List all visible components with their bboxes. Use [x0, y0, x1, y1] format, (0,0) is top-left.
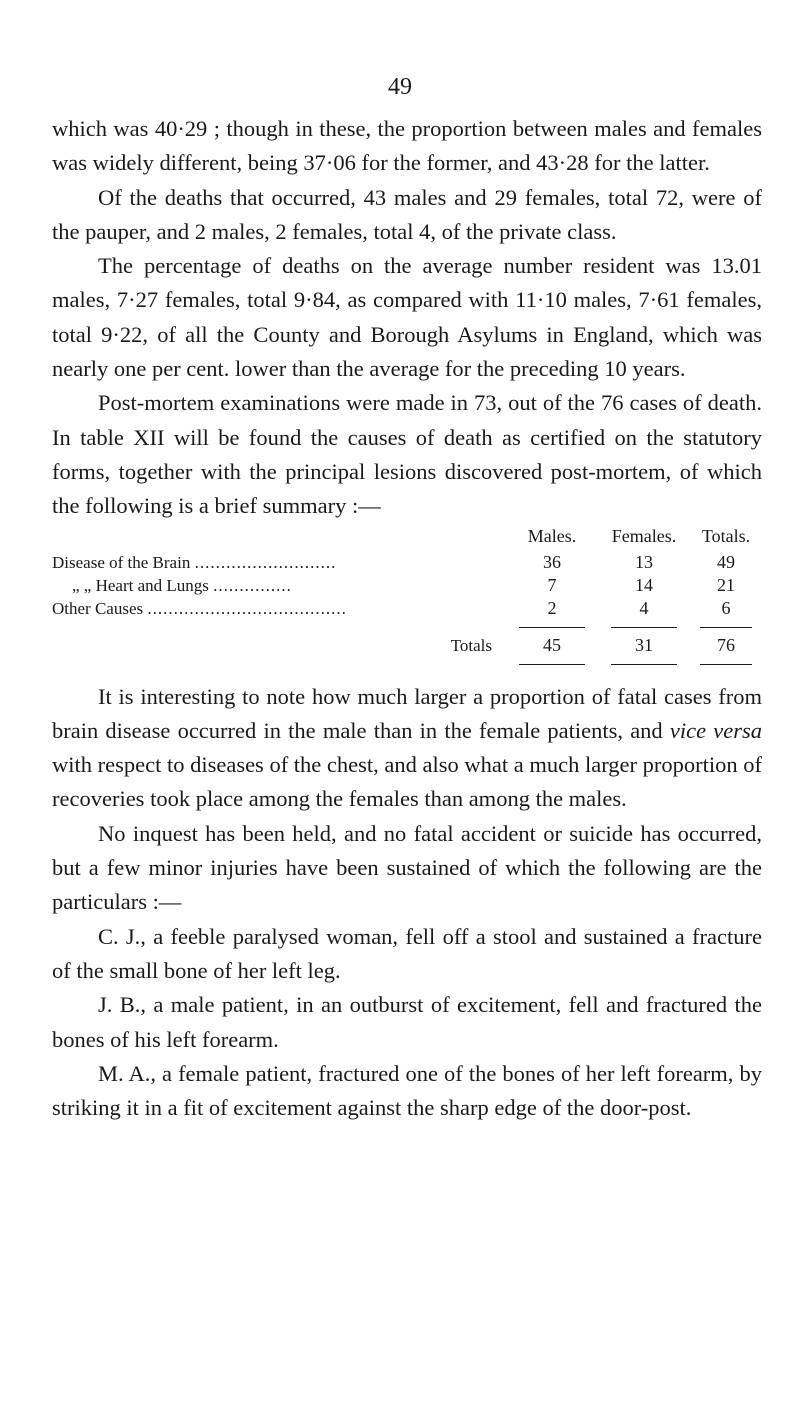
table-row: [52, 552, 762, 575]
row-label: „ „ Heart and Lungs: [72, 575, 209, 595]
males-value: 36: [543, 551, 561, 572]
causes-of-death-summary-table: [52, 526, 762, 672]
leader-dots: ......................................: [147, 598, 347, 618]
paragraph-1: which was 40·29 ; though in these, the proportion between males and females was widely different, being 37·06 for the former, and 43·28 for the latter.: [52, 116, 762, 176]
divider: [519, 664, 585, 665]
document-body: [52, 112, 762, 1125]
column-header-totals: Totals.: [701, 525, 751, 546]
divider: [519, 627, 585, 628]
leader-dots: ...........................: [194, 552, 337, 572]
column-header-females: Females.: [611, 525, 677, 546]
paragraph-5-text-end: with respect to diseases of the chest, and also what a much larger proportion of recoveries took place among the females than among the males.: [52, 752, 763, 812]
females-value: 13: [635, 551, 653, 572]
males-total: 45: [543, 634, 561, 655]
females-value: 14: [635, 574, 653, 595]
females-value: 4: [639, 597, 649, 618]
divider: [700, 664, 752, 665]
row-label: Disease of the Brain: [52, 552, 191, 572]
totals-label: Totals: [450, 635, 492, 655]
table-rule-above-totals: [52, 621, 762, 635]
table-totals-row: [52, 635, 762, 658]
paragraph-8: J. B., a male patient, in an outburst of excitement, fell and fractured the bones of his left forearm.: [52, 992, 762, 1052]
totals-value: 6: [721, 597, 731, 618]
row-label: Other Causes: [52, 598, 144, 618]
paragraph-6: No inquest has been held, and no fatal accident or suicide has occurred, but a few minor injuries have been sustained of which the following are the particulars :—: [52, 820, 762, 915]
totals-value: 21: [717, 574, 735, 595]
paragraph-3: The percentage of deaths on the average number resident was 13.01 males, 7·27 females, total 9·84, as compared with 11·10 males, 7·61 females, total 9·22, of all the County and Borough Asylums in England, which was nearly one per cent. lower than the average for the preceding 10 years.: [52, 253, 762, 382]
table-rule-below-totals: [52, 658, 762, 672]
paragraph-4: Post-mortem examinations were made in 73, out of the 76 cases of death. In table XII will be found the causes of death as certified on the statutory forms, together with the principal lesions discovered post-mortem, of which the following is a brief summary :—: [52, 390, 762, 519]
paragraph-5-text: It is interesting to note how much larger a proportion of fatal cases from brain disease occurred in the male than in the female patients, and: [52, 683, 762, 743]
divider: [700, 627, 752, 628]
table-header-row: [52, 526, 762, 552]
table-row: [52, 598, 762, 621]
paragraph-9: M. A., a female patient, fractured one of the bones of her left forearm, by striking it in a fit of excitement against the sharp edge of the door-post.: [52, 1060, 762, 1121]
column-header-males: Males.: [527, 525, 577, 546]
males-value: 7: [547, 574, 557, 595]
page-number: 49: [388, 74, 412, 100]
paragraph-2: Of the deaths that occurred, 43 males and 29 females, total 72, were of the pauper, and 2 males, 2 females, total 4, of the private class.: [52, 184, 762, 244]
grand-total: 76: [717, 634, 735, 655]
males-value: 2: [547, 597, 557, 618]
totals-value: 49: [717, 551, 735, 572]
divider: [611, 627, 677, 628]
divider: [611, 664, 677, 665]
italic-phrase: vice versa: [669, 717, 763, 743]
paragraph-7: C. J., a feeble paralysed woman, fell off a stool and sustained a fracture of the small bone of her left leg.: [52, 923, 762, 983]
leader-dots: ...............: [213, 575, 292, 595]
paragraph-5: [52, 680, 762, 817]
table-row: [52, 575, 762, 598]
females-total: 31: [635, 634, 653, 655]
